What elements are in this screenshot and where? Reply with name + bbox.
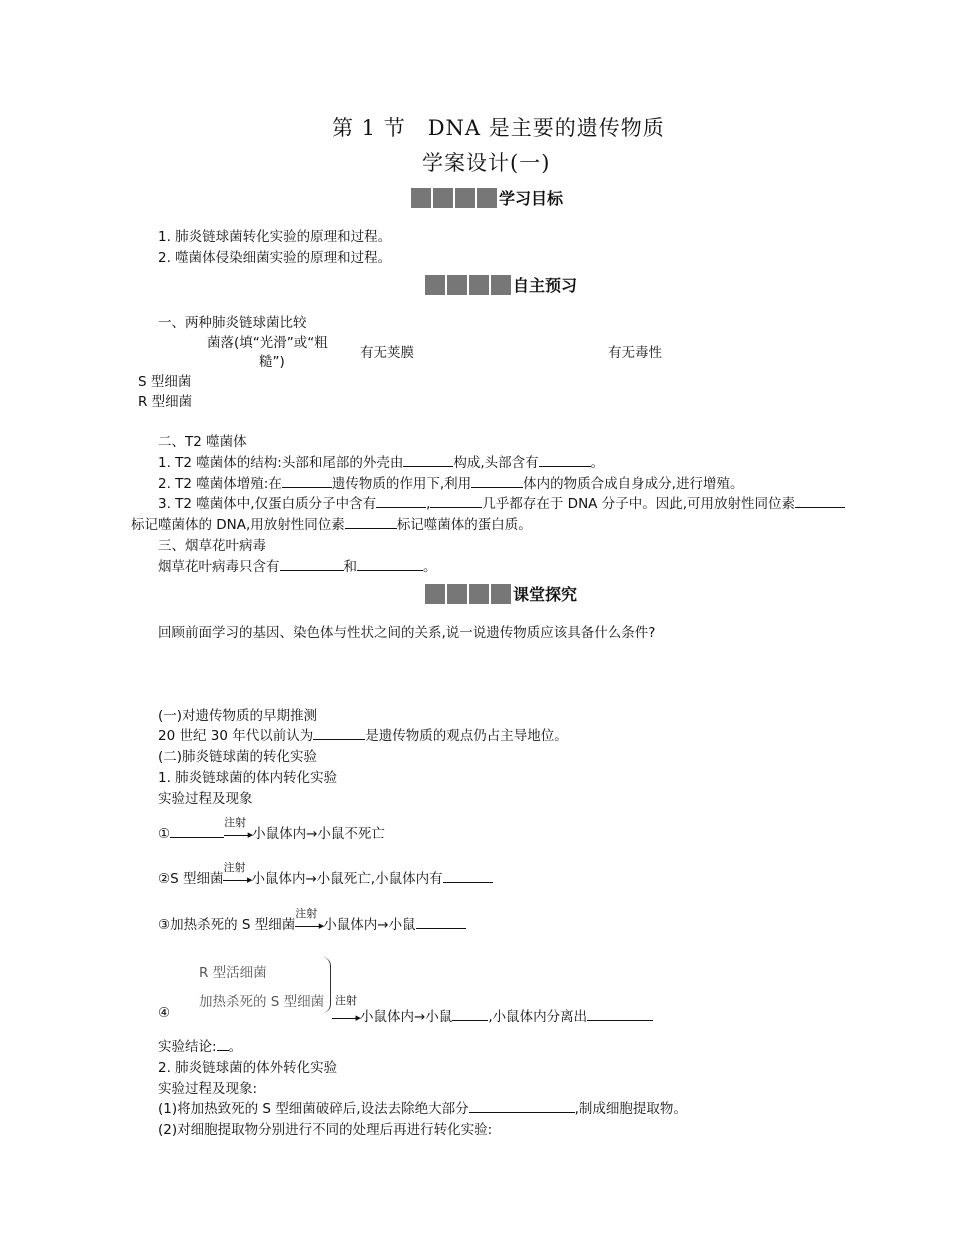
text-segment: 20 世纪 30 年代以前认为 [158,728,314,744]
subheading-transformation: (二)肺炎链球菌的转化实验 [158,749,318,765]
fill-blank[interactable] [471,473,523,488]
text-segment: (1)将加热致死的 S 型细菌破碎后,设法去除绝大部分 [158,1101,469,1117]
text-segment: 标记噬菌体的蛋白质。 [396,517,532,533]
text-segment: ②S 型细菌 [158,871,224,887]
experiment-4-s-heat-killed: 加热杀死的 S 型细菌 [199,994,325,1010]
experiment-4-line [158,1005,170,1021]
phage-structure-line [158,451,604,471]
section-label: 学习目标 [499,189,564,208]
section-heading-preview [425,273,577,296]
injection-arrow-icon: 注射 ▸ [224,816,254,841]
text-segment: 1. T2 噬菌体的结构:头部和尾部的外壳由 [158,455,404,471]
fill-blank[interactable] [587,1006,653,1021]
text-segment: 烟草花叶病毒只含有 [158,559,280,575]
section-label: 自主预习 [513,276,578,295]
section-heading-goals [411,186,563,209]
phage-isotope-line [158,492,845,512]
brace-icon [322,957,331,1013]
page-title: 第 1 节 DNA 是主要的遗传物质 [332,116,665,140]
page-subtitle: 学案设计(一) [422,151,551,175]
discussion-question: 回顾前面学习的基因、染色体与性状之间的关系,说一说遗传物质应该具备什么条件? [158,625,656,641]
text-segment: ④ [158,1005,171,1021]
fill-blank[interactable] [280,556,344,571]
text-segment: 小鼠体内→小鼠 [323,917,416,933]
preview-heading-2: 二、T2 噬菌体 [158,434,247,450]
experiment-4-r-live: R 型活细菌 [199,965,267,981]
fill-blank[interactable] [217,1036,229,1051]
injection-arrow-icon: ▸ [332,1010,360,1024]
early-view-line [158,724,568,744]
text-segment: 。 [228,1039,243,1055]
subheading-procedure: 实验过程及现象 [158,791,253,807]
fill-blank[interactable] [416,914,466,929]
text-segment: 小鼠体内→小鼠 [360,1009,453,1025]
fill-blank[interactable] [313,725,365,740]
section-heading-explore [425,582,577,605]
fill-blank[interactable] [170,823,224,838]
fill-blank[interactable] [795,493,845,508]
fill-blank[interactable] [443,868,493,883]
experiment-1-line [158,816,385,842]
table-header-capsule: 有无荚膜 [360,345,414,361]
conclusion-line [158,1035,242,1055]
text-segment: 构成,头部含有 [453,455,539,471]
table-header-colony-cont: 糙”) [259,354,285,370]
in-vitro-step-1 [158,1097,687,1117]
subheading-in-vitro: 2. 肺炎链球菌的体外转化实验 [158,1060,338,1076]
subheading-procedure-2: 实验过程及现象: [158,1081,258,1097]
section-label: 课堂探究 [513,585,578,604]
preview-heading-3: 三、烟草花叶病毒 [158,538,266,554]
text-segment: 实验结论: [158,1039,217,1055]
fill-blank[interactable] [282,473,332,488]
text-segment: 几乎都存在于 DNA 分子中。因此,可用放射性同位素 [482,496,795,512]
heading-blocks-icon [411,188,497,208]
fill-blank[interactable] [403,452,453,467]
text-segment: 。 [423,559,437,575]
table-row-s-type: S 型细菌 [138,374,192,390]
text-segment: 是遗传物质的观点仍占主导地位。 [365,728,568,744]
goal-item: 2. 噬菌体侵染细菌实验的原理和过程。 [158,250,392,266]
text-segment: 小鼠体内→小鼠死亡,小鼠体内有 [251,871,443,887]
text-segment: 3. T2 噬菌体中,仅蛋白质分子中含有 [158,496,377,512]
heading-blocks-icon [425,275,511,295]
injection-arrow-icon: 注射 ▸ [295,907,325,932]
text-segment: ① [158,826,171,842]
fill-blank[interactable] [376,493,426,508]
text-segment: ,制成细胞提取物。 [574,1101,687,1117]
fill-blank[interactable] [345,514,397,529]
phage-isotope-line-cont [131,513,532,533]
preview-heading-1: 一、两种肺炎链球菌比较 [158,315,307,331]
text-segment: , [426,496,431,512]
table-row-r-type: R 型细菌 [138,394,193,410]
text-segment: 2. T2 噬菌体增殖:在 [158,476,282,492]
experiment-4-result [332,1005,653,1025]
goal-item: 1. 肺炎链球菌转化实验的原理和过程。 [158,229,392,245]
subheading-in-vivo: 1. 肺炎链球菌的体内转化实验 [158,770,338,786]
text-segment: 体内的物质合成自身成分,进行增殖。 [523,476,744,492]
heading-blocks-icon [425,584,511,604]
injection-label: 注射 [335,994,357,1007]
fill-blank[interactable] [452,1006,488,1021]
fill-blank[interactable] [357,556,423,571]
text-segment: 。 [590,455,605,471]
fill-blank[interactable] [469,1098,575,1113]
in-vitro-step-2: (2)对细胞提取物分别进行不同的处理后再进行转化实验: [158,1122,493,1138]
injection-arrow-icon: 注射 ▸ [223,861,253,886]
experiment-3-line [158,907,466,933]
tmv-line [158,555,437,575]
fill-blank[interactable] [430,493,482,508]
text-segment: ③加热杀死的 S 型细菌 [158,917,296,933]
text-segment: 标记噬菌体的 DNA,用放射性同位素 [131,517,345,533]
table-header-colony: 菌落(填“光滑”或“粗 [207,335,328,351]
text-segment: 小鼠体内→小鼠不死亡 [252,826,385,842]
table-header-virulence: 有无毒性 [608,345,662,361]
text-segment: 和 [343,559,357,575]
subheading-early-speculation: (一)对遗传物质的早期推测 [158,708,318,724]
fill-blank[interactable] [539,452,591,467]
phage-reproduction-line [158,472,743,492]
experiment-2-line [158,861,493,887]
text-segment: 遗传物质的作用下,利用 [331,476,472,492]
text-segment: ,小鼠体内分离出 [488,1009,588,1025]
